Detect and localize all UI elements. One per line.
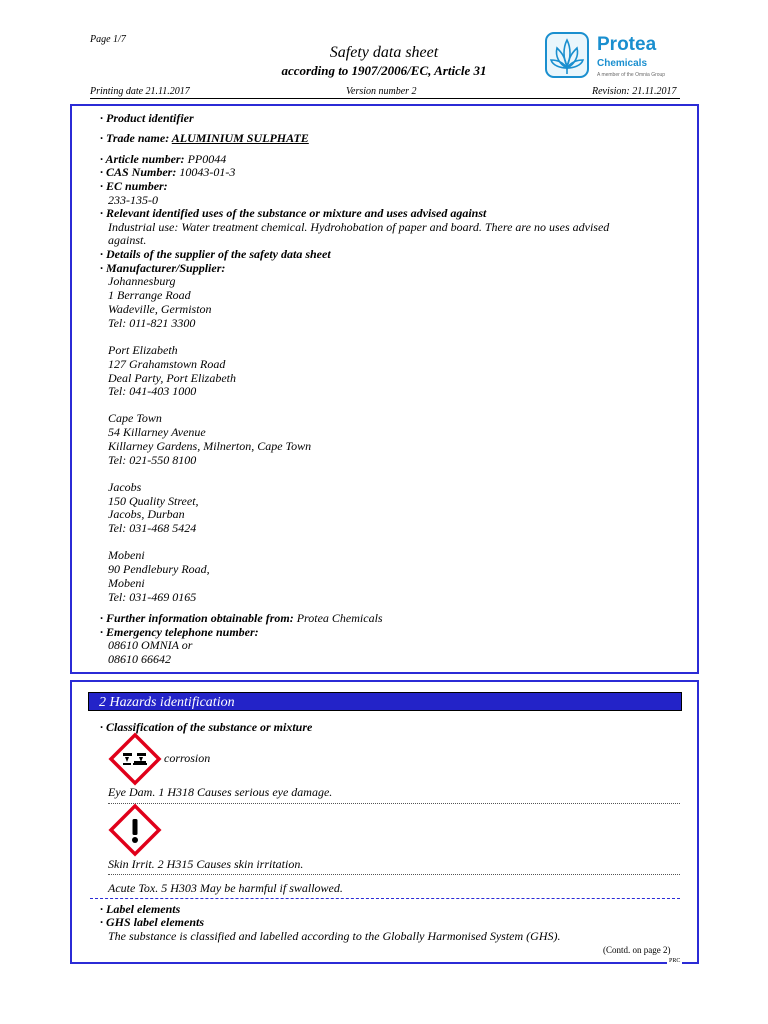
- emergency-phone: 08610 66642: [108, 652, 171, 666]
- further-info-label: · Further information obtainable from:: [100, 611, 297, 625]
- article-number-row: [100, 152, 226, 166]
- address-line: Deal Party, Port Elizabeth: [108, 371, 236, 385]
- address-line: 1 Berrange Road: [108, 288, 191, 302]
- further-info-value: Protea Chemicals: [296, 611, 383, 625]
- trade-name-value: ALUMINIUM SULPHATE: [171, 131, 309, 145]
- relevant-uses-text: Industrial use: Water treatment chemical. Hydrohobation of paper and board. There are no uses advised: [108, 220, 610, 234]
- address-phone: Tel: 031-468 5424: [108, 521, 197, 535]
- exclamation-pictogram-icon: [108, 803, 162, 857]
- relevant-uses-label: · Relevant identified uses of the substance or mixture and uses advised against: [100, 206, 487, 220]
- acute-toxicity-classification: Acute Tox. 5 H303 May be harmful if swallowed.: [108, 881, 343, 895]
- trade-name-row: [100, 131, 309, 145]
- address-line: Johannesburg: [108, 274, 176, 288]
- cas-number-row: [100, 165, 235, 179]
- document-subtitle: according to 1907/2006/EC, Article 31: [281, 63, 487, 78]
- address-line: Jacobs: [108, 480, 142, 494]
- label-elements-label: · Label elements: [100, 902, 181, 916]
- protea-logo: [545, 30, 685, 82]
- address-phone: Tel: 021-550 8100: [108, 453, 197, 467]
- logo-tagline: A member of the Omnia Group: [597, 72, 666, 78]
- cas-number-label: · CAS Number:: [100, 165, 180, 179]
- address-line: Cape Town: [108, 411, 162, 425]
- relevant-uses-text-2: against.: [108, 233, 147, 247]
- ghs-label-elements-label: · GHS label elements: [100, 915, 204, 929]
- eye-damage-classification: Eye Dam. 1 H318 Causes serious eye damage.: [108, 785, 333, 799]
- corrosion-label: corrosion: [164, 751, 211, 765]
- address-line: 127 Grahamstown Road: [108, 357, 226, 371]
- address-phone: Tel: 011-821 3300: [108, 316, 196, 330]
- article-number-label: · Article number:: [100, 152, 188, 166]
- article-number-value: PP0044: [187, 152, 227, 166]
- corrosion-pictogram-icon: [108, 732, 162, 786]
- dotted-divider: [108, 803, 680, 804]
- address-phone: Tel: 031-469 0165: [108, 590, 197, 604]
- dotted-divider: [108, 874, 680, 875]
- version-number: Version number 2: [346, 86, 417, 97]
- address-line: Mobeni: [108, 576, 145, 590]
- manufacturer-label: · Manufacturer/Supplier:: [100, 261, 226, 275]
- header-rule: [90, 98, 680, 99]
- revision-date: Revision: 21.11.2017: [592, 86, 677, 97]
- printing-date: Printing date 21.11.2017: [90, 86, 190, 97]
- emergency-phone: 08610 OMNIA or: [108, 638, 193, 652]
- protea-flower-icon: [545, 32, 589, 78]
- ec-number-value: 233-135-0: [108, 193, 158, 207]
- cas-number-value: 10043-01-3: [179, 165, 236, 179]
- classification-label: · Classification of the substance or mixture: [100, 720, 313, 734]
- supplier-details-label: · Details of the supplier of the safety data sheet: [100, 247, 331, 261]
- logo-name: Protea: [597, 34, 657, 55]
- footer-code: PRC: [669, 958, 681, 964]
- address-line: Jacobs, Durban: [108, 507, 185, 521]
- address-phone: Tel: 041-403 1000: [108, 384, 197, 398]
- product-identifier-label: · Product identifier: [100, 111, 194, 125]
- page-number: Page 1/7: [90, 34, 126, 45]
- emergency-phone-label: · Emergency telephone number:: [100, 625, 259, 639]
- trade-name-label: · Trade name:: [100, 131, 172, 145]
- section-2-header: 2 Hazards identification: [88, 692, 682, 711]
- continued-note: (Contd. on page 2): [603, 945, 671, 955]
- address-line: 54 Killarney Avenue: [108, 425, 206, 439]
- address-line: Killarney Gardens, Milnerton, Cape Town: [108, 439, 312, 453]
- address-line: 150 Quality Street,: [108, 494, 199, 508]
- dashed-divider: [90, 898, 680, 899]
- address-line: 90 Pendlebury Road,: [108, 562, 210, 576]
- logo-subname: Chemicals: [597, 58, 648, 69]
- address-line: Wadeville, Germiston: [108, 302, 212, 316]
- document-title: Safety data sheet: [329, 44, 439, 61]
- address-line: Port Elizabeth: [108, 343, 178, 357]
- ghs-statement: The substance is classified and labelled according to the Globally Harmonised System (GHS).: [108, 929, 561, 943]
- further-info-row: [100, 611, 383, 625]
- skin-irritation-classification: Skin Irrit. 2 H315 Causes skin irritation.: [108, 857, 304, 871]
- ec-number-label: · EC number:: [100, 179, 168, 193]
- address-line: Mobeni: [108, 548, 145, 562]
